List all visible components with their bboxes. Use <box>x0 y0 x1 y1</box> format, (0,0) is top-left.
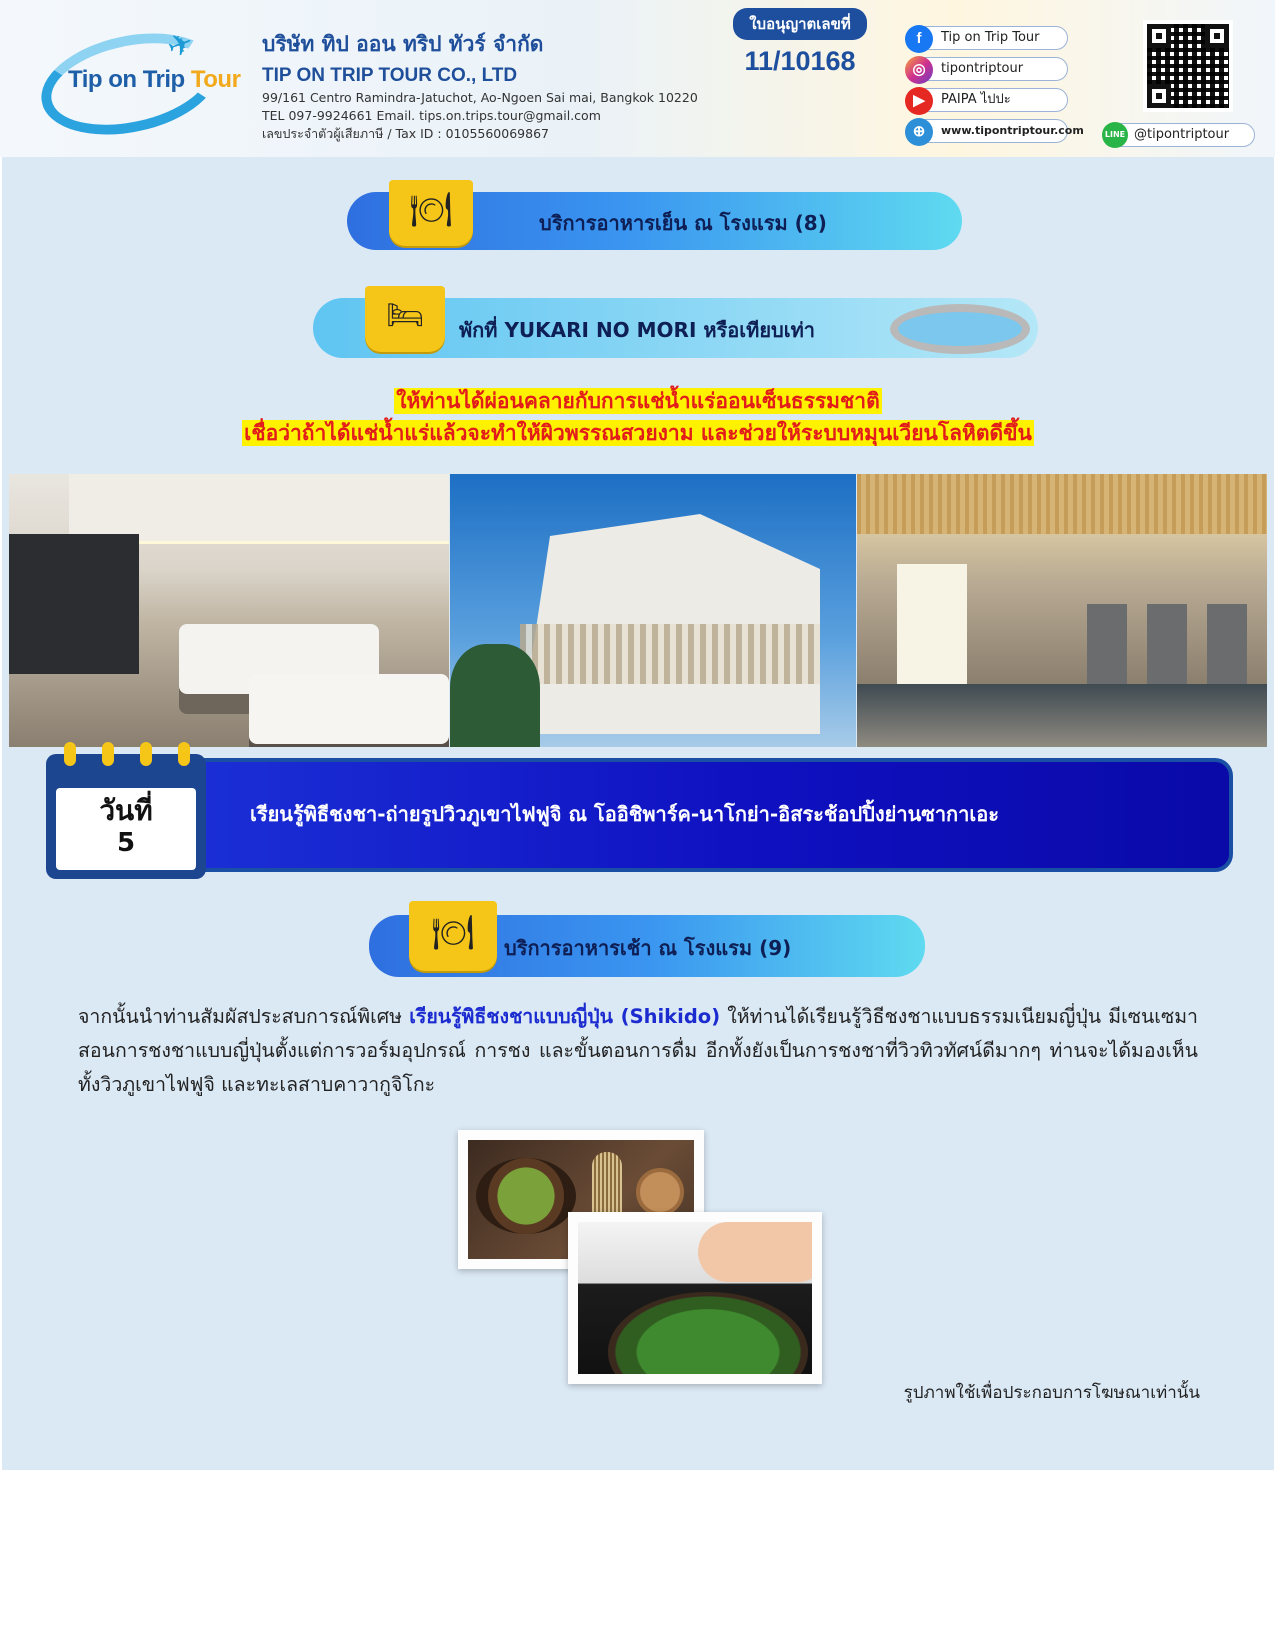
photo-window <box>897 564 967 684</box>
day-title-bar <box>196 758 1233 872</box>
photo-ceiling <box>857 474 1267 534</box>
breakfast-label: บริการอาหารเช้า ณ โรงแรม (9) <box>504 936 792 960</box>
social-facebook-link[interactable] <box>906 26 1068 50</box>
photo-bed <box>249 674 449 744</box>
page-header <box>0 0 1275 157</box>
dinner-label: บริการอาหารเย็น ณ โรงแรม (8) <box>539 211 827 235</box>
qr-code-pattern <box>1147 24 1229 108</box>
photo-floor <box>857 684 1267 747</box>
calendar-ring <box>140 742 152 766</box>
license-number: 11/10168 <box>744 46 856 76</box>
company-name-en: TIP ON TRIP TOUR CO., LTD <box>262 65 518 86</box>
website-link[interactable] <box>906 119 1084 143</box>
company-tax-id: เลขประจำตัวผู้เสียภาษี / Tax ID : 0105560069867 <box>262 126 549 141</box>
logo-text-main: Tip on Trip <box>68 66 185 93</box>
social-links <box>906 26 1084 150</box>
photo-wash-stall <box>1207 604 1247 684</box>
hotel-exterior-photo <box>450 474 856 747</box>
highlight-text: เชื่อว่าถ้าได้แช่น้ำแร่แล้วจะทำให้ผิวพรรณสวยงาม และช่วยให้ระบบหมุนเวียนโลหิตดีขึ้น <box>244 421 1032 445</box>
photo-wash-stall <box>1087 604 1127 684</box>
photo-matcha-bowl <box>476 1158 576 1234</box>
hotel-room-photo <box>9 474 449 747</box>
tea-ceremony-description <box>78 1000 1198 1102</box>
globe-icon: ⊕ <box>905 118 933 146</box>
line-id: @tipontriptour <box>1134 127 1230 142</box>
line-icon: LINE <box>1102 122 1128 148</box>
airplane-icon: ✈ <box>162 24 199 67</box>
onsen-bath-photo <box>857 474 1267 747</box>
onsen-highlight-line-1 <box>2 385 1274 418</box>
calendar-ring <box>64 742 76 766</box>
photo-hand <box>698 1222 822 1282</box>
qr-code <box>1143 20 1233 112</box>
qr-corner <box>1205 24 1229 48</box>
para-intro: จากนั้นนำท่านสัมผัสประสบการณ์พิเศษ <box>78 1005 410 1028</box>
qr-corner <box>1147 24 1171 48</box>
onsen-highlight-line-2 <box>2 417 1274 450</box>
facebook-icon: f <box>905 25 933 53</box>
social-label: Tip on Trip Tour <box>941 30 1040 45</box>
company-name-th: บริษัท ทิป ออน ทริป ทัวร์ จำกัด <box>262 32 544 56</box>
social-label: www.tipontriptour.com <box>941 124 1084 137</box>
day-title: เรียนรู้พิธีชงชา-ถ่ายรูปวิวภูเขาไฟฟูจิ ณ โออิชิพาร์ค-นาโกย่า-อิสระช้อปปิ้งย่านซากาเอะ <box>250 802 999 826</box>
social-youtube-link[interactable] <box>906 88 1068 112</box>
license-block <box>710 8 890 77</box>
calendar-icon <box>46 754 206 879</box>
breakfast-banner <box>369 915 925 977</box>
image-disclaimer: รูปภาพใช้เพื่อประกอบการโฆษณาเท่านั้น <box>903 1383 1200 1403</box>
logo-text-accent: Tour <box>190 66 241 93</box>
itinerary-panel <box>2 157 1274 1470</box>
day-number: 5 <box>116 828 136 858</box>
hotel-label: พักที่ YUKARI NO MORI หรือเทียบเท่า <box>459 318 815 342</box>
highlight-text: ให้ท่านได้ผ่อนคลายกับการแช่น้ำแร่ออนเซ็นธรรมชาติ <box>396 389 880 413</box>
plate-cutlery-icon: 🍽 <box>409 901 497 971</box>
calendar-ring <box>102 742 114 766</box>
day-label: วันที่ <box>99 794 153 827</box>
line-link[interactable] <box>1103 123 1255 147</box>
social-label: tipontriptour <box>941 61 1024 76</box>
calendar-ring <box>178 742 190 766</box>
instagram-icon: ◎ <box>905 56 933 84</box>
photo-cup <box>636 1168 684 1216</box>
photo-tree <box>450 644 540 747</box>
photo-tv-wall <box>9 534 139 674</box>
social-instagram-link[interactable] <box>906 57 1068 81</box>
hotel-banner <box>313 298 1038 358</box>
photo-facade <box>520 624 820 684</box>
onsen-pool-illustration <box>890 304 1030 354</box>
para-highlight: เรียนรู้พิธีชงชาแบบญี่ปุ่น (Shikido) <box>409 1005 721 1028</box>
photo-wash-stall <box>1147 604 1187 684</box>
license-title: ใบอนุญาตเลขที่ <box>733 8 867 40</box>
calendar-rings <box>64 742 194 766</box>
day-card <box>56 788 196 870</box>
youtube-icon: ▶ <box>905 87 933 115</box>
company-info <box>262 28 732 141</box>
company-address: 99/161 Centro Ramindra-Jatuchot, Ao-Ngoen Sai mai, Bangkok 10220 <box>262 90 698 105</box>
plate-cutlery-icon: 🍽 <box>389 180 473 246</box>
photo-matcha-bowl <box>608 1292 808 1384</box>
bed-icon: 🛏 <box>365 286 445 352</box>
social-label: PAIPA ไปปะ <box>941 92 1011 107</box>
qr-corner <box>1147 84 1171 108</box>
company-logo <box>40 24 241 132</box>
company-contact: TEL 097-9924661 Email. tips.on.trips.tour@gmail.com <box>262 108 601 123</box>
logo-text <box>68 66 240 94</box>
matcha-whisking-photo <box>568 1212 822 1384</box>
para-rest: ให้ท่านได้เรียนรู้วิธีชงชาแบบธรรมเนียมญี่ปุ่น มีเซนเซมาสอนการชงชาแบบญี่ปุ่นตั้งแต่การวอร์มอุปกรณ์ การชง และขั้นตอนการดื่ม อีกทั้งยังเป็นการชงชาที่วิวทิวทัศน์ดีมากๆ ท่านจะได้มองเห็นทั้งวิวภูเขาไฟฟูจิ และทะเลสาบคาวากูจิโกะ <box>78 1005 1198 1096</box>
dinner-banner <box>347 192 962 250</box>
